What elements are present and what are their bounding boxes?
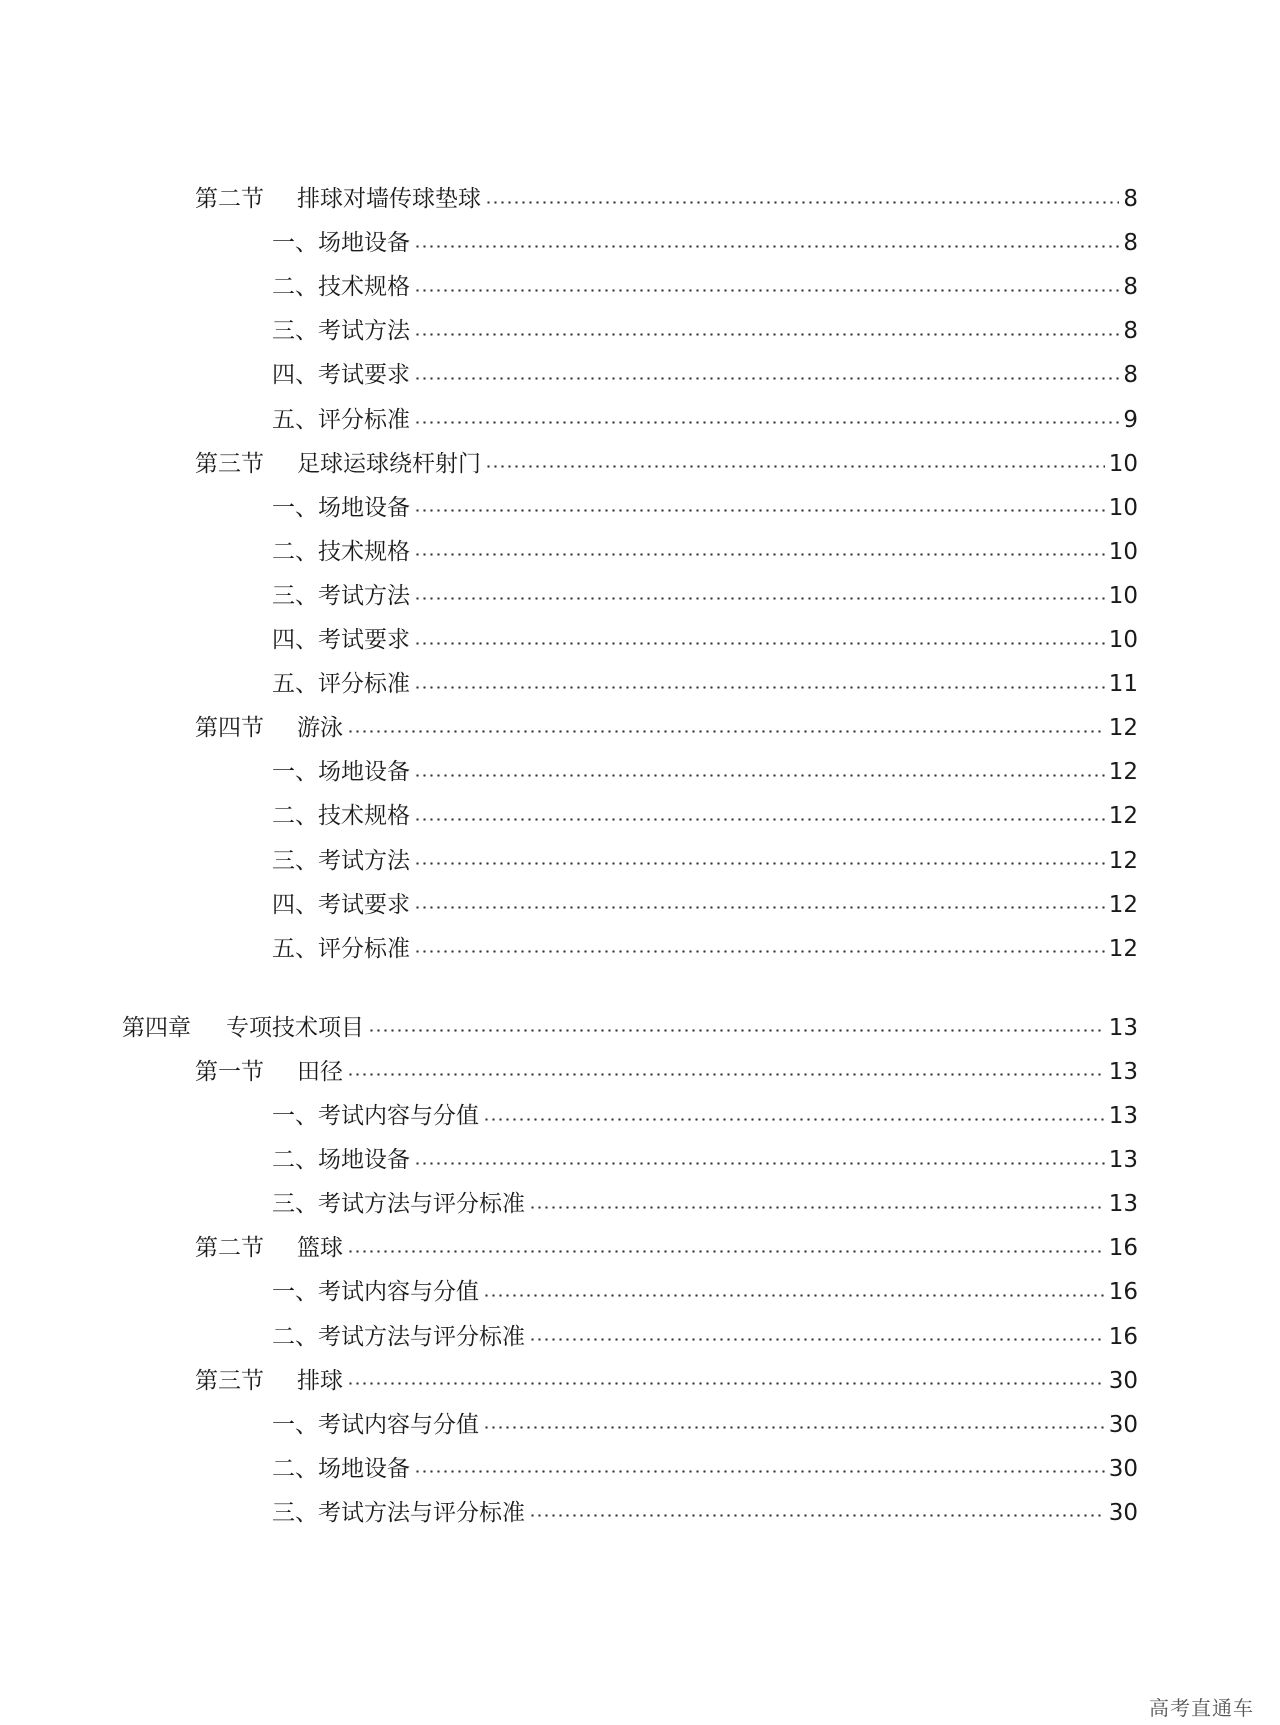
toc-entry-number: 二、 xyxy=(272,1147,318,1174)
toc-entry-title: 足球运球绕杆射门 xyxy=(297,450,481,477)
toc-entry-label xyxy=(272,1184,525,1224)
toc-entry-number: 二、 xyxy=(272,803,318,830)
toc-entry-number: 第一节 xyxy=(195,1058,264,1085)
toc-entry-label xyxy=(272,1449,410,1489)
toc-entry-title: 技术规格 xyxy=(318,274,410,301)
toc-subsection xyxy=(272,311,1138,351)
toc-page-number: 13 xyxy=(1108,1103,1138,1129)
toc-entry-title: 考试内容与分值 xyxy=(318,1279,479,1306)
toc-page-number: 10 xyxy=(1108,627,1138,653)
toc-page-number: 9 xyxy=(1123,406,1138,433)
toc-entry-label xyxy=(272,400,410,440)
toc-entry-label xyxy=(272,752,410,792)
toc-page-number: 12 xyxy=(1108,715,1138,742)
toc-subsection xyxy=(272,796,1138,836)
toc-entry-label xyxy=(272,532,410,572)
toc-subsection xyxy=(272,885,1138,925)
dot-leader xyxy=(368,1029,1105,1032)
toc-entry-number: 三、 xyxy=(272,318,318,345)
toc-subsection xyxy=(272,223,1138,263)
toc-subsection xyxy=(272,1184,1138,1224)
toc-entry-title: 场地设备 xyxy=(318,494,410,521)
toc-entry-number: 第三节 xyxy=(195,1367,264,1394)
toc-subsection xyxy=(272,488,1138,528)
toc-subsection xyxy=(272,576,1138,616)
toc-section xyxy=(195,1052,1138,1092)
toc-entry-title: 游泳 xyxy=(297,715,343,742)
toc-entry-label xyxy=(272,620,410,660)
toc-entry-label xyxy=(272,311,410,351)
dot-leader xyxy=(485,201,1119,204)
toc-entry-title: 田径 xyxy=(297,1058,343,1085)
toc-entry-label xyxy=(272,841,410,881)
toc-entry-label xyxy=(272,1317,525,1357)
toc-entry-number: 一、 xyxy=(272,230,318,257)
toc-section xyxy=(195,708,1138,748)
toc-page-number: 30 xyxy=(1108,1411,1138,1438)
toc-entry-number: 一、 xyxy=(272,1279,318,1306)
toc-entry-number: 二、 xyxy=(272,1323,318,1350)
toc-subsection xyxy=(272,1096,1138,1136)
toc-entry-label xyxy=(272,664,410,704)
toc-entry-title: 考试方法 xyxy=(318,318,410,345)
toc-subsection xyxy=(272,1405,1138,1445)
toc-entry-label xyxy=(272,1493,525,1533)
toc-entry-title: 场地设备 xyxy=(318,230,410,257)
toc-entry-number: 三、 xyxy=(272,1191,318,1218)
toc-entry-title: 场地设备 xyxy=(318,1455,410,1482)
toc-entry-label xyxy=(272,796,410,836)
toc-page-number: 10 xyxy=(1108,538,1138,565)
dot-leader xyxy=(414,377,1119,380)
dot-leader xyxy=(414,686,1105,689)
dot-leader xyxy=(483,1118,1105,1121)
toc-entry-title: 技术规格 xyxy=(318,538,410,565)
toc-page-number: 8 xyxy=(1123,186,1138,212)
dot-leader xyxy=(414,818,1105,821)
toc-page-number: 10 xyxy=(1108,450,1138,477)
toc-entry-number: 三、 xyxy=(272,847,318,874)
toc-entry-title: 考试要求 xyxy=(318,362,410,389)
toc-entry-title: 专项技术项目 xyxy=(226,1014,364,1041)
toc-page-number: 12 xyxy=(1108,935,1138,962)
toc-entry-title: 考试方法与评分标准 xyxy=(318,1191,525,1218)
toc-entry-title: 评分标准 xyxy=(318,406,410,433)
toc-page-number: 13 xyxy=(1108,1191,1138,1218)
dot-leader xyxy=(414,597,1105,600)
toc-page-number: 8 xyxy=(1123,318,1138,345)
toc-entry-number: 五、 xyxy=(272,935,318,962)
toc-subsection xyxy=(272,1140,1138,1180)
toc-page-number: 16 xyxy=(1108,1279,1138,1306)
toc-page-number: 30 xyxy=(1108,1499,1138,1526)
toc-entry-title: 篮球 xyxy=(297,1235,343,1262)
toc-entry-label xyxy=(272,223,410,263)
toc-entry-number: 二、 xyxy=(272,538,318,565)
toc-subsection xyxy=(272,664,1138,704)
toc-subsection xyxy=(272,267,1138,307)
toc-subsection xyxy=(272,620,1138,660)
toc-page-number: 10 xyxy=(1108,494,1138,521)
toc-subsection xyxy=(272,929,1138,969)
watermark: 高考直通车 xyxy=(1149,1696,1254,1720)
toc-entry-label xyxy=(272,1140,410,1180)
toc-entry-title: 考试方法 xyxy=(318,582,410,609)
toc-entry-number: 四、 xyxy=(272,891,318,918)
dot-leader xyxy=(347,1250,1105,1253)
toc-entry-title: 考试要求 xyxy=(318,627,410,653)
dot-leader xyxy=(414,950,1105,953)
toc-subsection xyxy=(272,841,1138,881)
dot-leader xyxy=(347,1073,1105,1076)
toc-entry-number: 三、 xyxy=(272,1499,318,1526)
toc-entry-number: 第二节 xyxy=(195,1235,264,1262)
toc-entry-number: 第二节 xyxy=(195,186,264,212)
dot-leader xyxy=(347,730,1105,733)
toc-entry-number: 四、 xyxy=(272,627,318,653)
toc-entry-label xyxy=(272,1272,479,1312)
dot-leader xyxy=(414,245,1119,248)
toc-entry-label xyxy=(272,1405,479,1445)
toc-entry-title: 评分标准 xyxy=(318,935,410,962)
toc-entry-number: 五、 xyxy=(272,406,318,433)
toc-entry-label xyxy=(272,929,410,969)
dot-leader xyxy=(414,862,1105,865)
dot-leader xyxy=(414,642,1105,645)
toc-page-number: 11 xyxy=(1108,671,1138,698)
toc-page-number: 8 xyxy=(1123,274,1138,301)
toc-subsection xyxy=(272,752,1138,792)
toc-page-number: 16 xyxy=(1108,1323,1138,1350)
toc-entry-number: 一、 xyxy=(272,759,318,786)
toc-entry-number: 一、 xyxy=(272,494,318,521)
toc-chapter xyxy=(122,1008,1138,1048)
toc-entry-label xyxy=(195,444,481,484)
dot-leader xyxy=(414,289,1119,292)
dot-leader xyxy=(414,1162,1105,1165)
toc-entry-number: 二、 xyxy=(272,1455,318,1482)
dot-leader xyxy=(414,333,1119,336)
dot-leader xyxy=(529,1206,1105,1209)
toc-entry-title: 排球对墙传球垫球 xyxy=(297,186,481,212)
toc-subsection xyxy=(272,1317,1138,1357)
toc-entry-title: 考试方法与评分标准 xyxy=(318,1323,525,1350)
toc-page-number: 13 xyxy=(1108,1147,1138,1174)
toc-entry-title: 场地设备 xyxy=(318,759,410,786)
toc-page-number: 10 xyxy=(1108,582,1138,609)
toc-entry-number: 一、 xyxy=(272,1103,318,1129)
toc-subsection xyxy=(272,355,1138,395)
toc-entry-label xyxy=(272,355,410,395)
dot-leader xyxy=(483,1294,1105,1297)
toc-entry-title: 场地设备 xyxy=(318,1147,410,1174)
toc-entry-label xyxy=(272,267,410,307)
toc-section xyxy=(195,1361,1138,1401)
toc-entry-number: 五、 xyxy=(272,671,318,698)
dot-leader xyxy=(529,1338,1105,1341)
toc-section xyxy=(195,444,1138,484)
toc-entry-title: 评分标准 xyxy=(318,671,410,698)
toc-subsection xyxy=(272,1449,1138,1489)
toc-page-number: 8 xyxy=(1123,230,1138,257)
toc-page-number: 12 xyxy=(1108,803,1138,830)
dot-leader xyxy=(483,1426,1105,1429)
toc-entry-label xyxy=(195,708,343,748)
toc-entry-label xyxy=(195,1052,343,1092)
toc-entry-label xyxy=(272,576,410,616)
toc-entry-title: 考试方法与评分标准 xyxy=(318,1499,525,1526)
toc-page-number: 30 xyxy=(1108,1367,1138,1394)
toc-entry-label xyxy=(272,885,410,925)
toc-entry-label xyxy=(122,1008,364,1048)
toc-entry-title: 考试内容与分值 xyxy=(318,1103,479,1129)
toc-subsection xyxy=(272,1493,1138,1533)
toc-entry-number: 一、 xyxy=(272,1411,318,1438)
toc-entry-title: 考试要求 xyxy=(318,891,410,918)
toc-page-number: 16 xyxy=(1108,1235,1138,1262)
toc-entry-label xyxy=(272,1096,479,1136)
toc-subsection xyxy=(272,400,1138,440)
toc-entry-label xyxy=(272,488,410,528)
toc-subsection xyxy=(272,1272,1138,1312)
dot-leader xyxy=(414,421,1119,424)
toc-page-number: 12 xyxy=(1108,847,1138,874)
toc-entry-title: 考试内容与分值 xyxy=(318,1411,479,1438)
toc-subsection xyxy=(272,532,1138,572)
dot-leader xyxy=(414,906,1105,909)
toc-entry-label xyxy=(195,1361,343,1401)
toc-entry-title: 排球 xyxy=(297,1367,343,1394)
toc-page-number: 13 xyxy=(1108,1058,1138,1085)
toc-page-number: 30 xyxy=(1108,1455,1138,1482)
dot-leader xyxy=(485,465,1105,468)
toc-page-number: 8 xyxy=(1123,362,1138,389)
toc-entry-number: 第四章 xyxy=(122,1014,191,1041)
toc-entry-title: 考试方法 xyxy=(318,847,410,874)
toc-section xyxy=(195,179,1138,219)
toc-entry-number: 三、 xyxy=(272,582,318,609)
toc-page-number: 12 xyxy=(1108,891,1138,918)
dot-leader xyxy=(347,1382,1105,1385)
dot-leader xyxy=(529,1514,1105,1517)
toc-entry-label xyxy=(195,1228,343,1268)
dot-leader xyxy=(414,509,1105,512)
dot-leader xyxy=(414,553,1105,556)
toc-entry-title: 技术规格 xyxy=(318,803,410,830)
dot-leader xyxy=(414,1470,1105,1473)
toc-entry-label xyxy=(195,179,481,219)
dot-leader xyxy=(414,774,1105,777)
toc-entry-number: 四、 xyxy=(272,362,318,389)
toc-section xyxy=(195,1228,1138,1268)
toc-page-number: 13 xyxy=(1108,1014,1138,1041)
toc-page-number: 12 xyxy=(1108,759,1138,786)
toc-entry-number: 第三节 xyxy=(195,450,264,477)
toc-entry-number: 第四节 xyxy=(195,715,264,742)
toc-entry-number: 二、 xyxy=(272,274,318,301)
